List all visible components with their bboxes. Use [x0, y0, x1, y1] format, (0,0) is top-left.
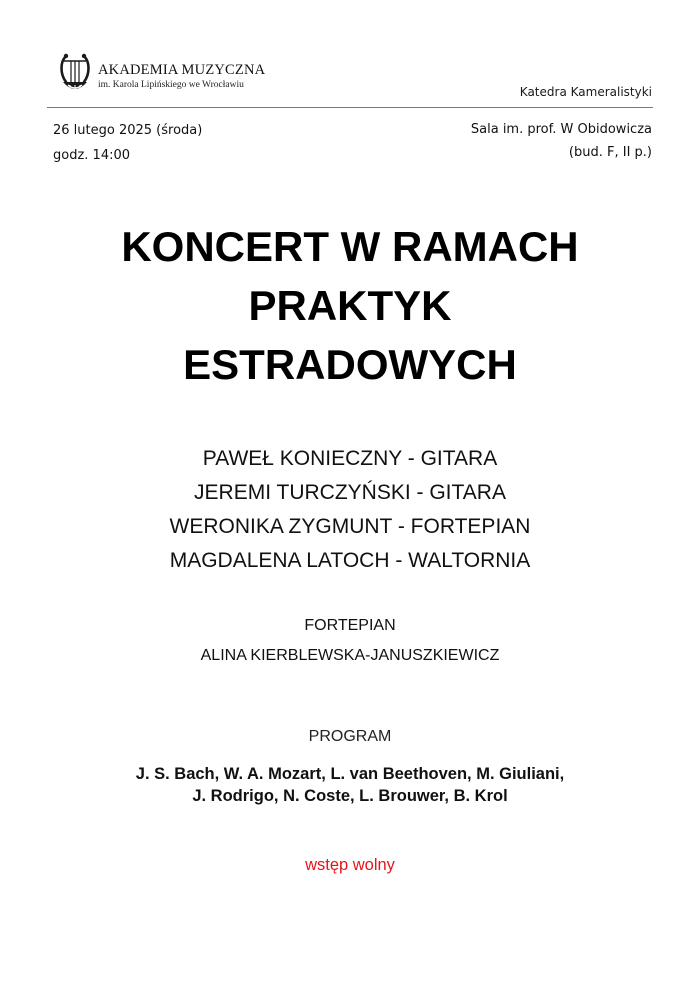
performer-item: MAGDALENA LATOCH - WALTORNIA [169, 549, 531, 572]
header-divider [47, 107, 653, 108]
program-line: J. S. Bach, W. A. Mozart, L. van Beethoven, M. Giuliani, [135, 765, 565, 783]
title-line: ESTRADOWYCH [183, 341, 517, 388]
program-line: J. Rodrigo, N. Coste, L. Brouwer, B. Krol [192, 787, 508, 805]
performer-item: WERONIKA ZYGMUNT - FORTEPIAN [169, 515, 531, 538]
performers-list [0, 442, 700, 578]
academy-logo [57, 52, 265, 98]
performer-item: PAWEŁ KONIECZNY - GITARA [202, 447, 498, 470]
lyre-icon [57, 52, 93, 98]
event-time: godz. 14:00 [53, 148, 131, 163]
concert-title [0, 217, 700, 394]
department-name: Katedra Kameralistyki [519, 85, 652, 99]
program-composers [0, 763, 700, 807]
program-label: PROGRAM [308, 728, 392, 745]
accompanist-name: ALINA KIERBLEWSKA-JANUSZKIEWICZ [200, 647, 500, 664]
accompanist-label: FORTEPIAN [304, 617, 396, 634]
admission-note: wstęp wolny [305, 856, 395, 874]
title-line: KONCERT W RAMACH [121, 223, 579, 270]
title-line: PRAKTYK [248, 282, 452, 329]
venue-detail: (bud. F, II p.) [568, 145, 652, 160]
event-datetime [53, 118, 202, 168]
performer-item: JEREMI TURCZYŃSKI - GITARA [194, 481, 506, 504]
academy-name: AKADEMIA MUZYCZNA [98, 61, 266, 78]
academy-subtitle: im. Karola Lipińskiego we Wrocławiu [98, 79, 244, 90]
venue-name: Sala im. prof. W Obidowicza [470, 122, 652, 137]
event-date: 26 lutego 2025 (środa) [53, 123, 203, 138]
event-venue [471, 118, 652, 164]
